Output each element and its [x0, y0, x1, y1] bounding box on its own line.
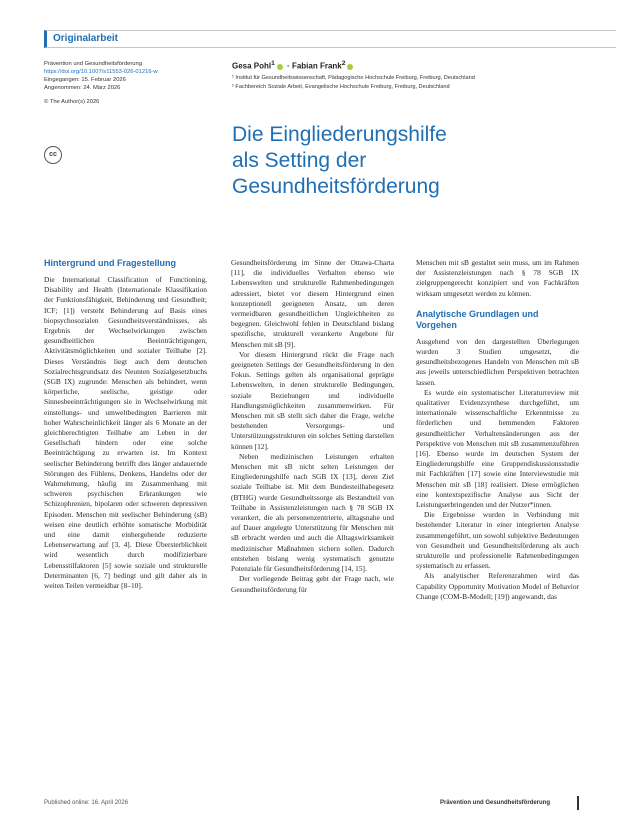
section-heading: Hintergrund und Fragestellung: [44, 258, 176, 268]
footer-journal-name: Prävention und Gesundheitsförderung: [440, 800, 551, 806]
article-title: [232, 122, 612, 200]
section-label-bar: [44, 30, 616, 48]
title-line: als Setting der: [232, 149, 367, 172]
author-name: Gesa Pohl: [232, 61, 272, 71]
text-column-2: [231, 258, 394, 595]
affiliation: ² Fachbereich Soziale Arbeit, Evangelische Hochschule Freiburg, Freiburg, Deutschland: [232, 84, 450, 90]
paragraph: Die Ergebnisse wurden in Verbindung mit bestehender Literatur in einer integrierten Analyse zusammengeführt, um sowohl subjektive Bedeutungen von Gesundheit und Gesundheitsförderung als auch strukturelle und professionelle Rahmenbedingungen systematisch zu erfassen.: [416, 510, 579, 571]
accepted-date: Angenommen: 24. März 2026: [44, 85, 121, 91]
journal-name: Prävention und Gesundheitsförderung: [44, 61, 142, 67]
paragraph: Vor diesem Hintergrund rückt die Frage nach geeigneten Settings der Gesundheitsförderung in den Fokus. Settings gelten als organisational geprägte Lebenswelten, in denen strukturelle Bedingungen, soziale Beziehungen und individuelle Handlungsmöglichkeiten zusammenwirken. Für Menschen mit sB stellt sich daher die Frage, welche bestehenden Versorgungs- und Unterstützungsstrukturen ein solches Setting darstellen können [12].: [231, 349, 394, 451]
title-line: Die Eingliederungshilfe: [232, 123, 447, 146]
page-edge-marker: [577, 796, 579, 810]
published-date: Published online: 16. April 2026: [44, 800, 129, 806]
paragraph: Als analytischer Referenzrahmen wird das Capability Opportunity Motivation Model of Behavior Change (COM-B-Modell; [19]) angewandt, das: [416, 571, 579, 601]
paragraph: Die International Classification of Functioning, Disability and Health (Internationale Klassifikation der Funktionsfähigkeit, Behinderung und Gesundheit; ICF; [1]) versteht Behinderung auf Basis eines biopsychosozialen Gesundheitsverständnisses, als Ergebnis der Wechselwirkungen zwischen gesundheitlichen Beeinträchtigungen, Aktivitätsmöglichkeiten und sozialer Teilhabe [2]. Dieses Verständnis liegt auch dem deutschen Sozialrechtsgrundsatz des Neunten Sozialgesetzbuchs (SGB IX) zugrunde: Menschen als behindert, wenn körperliche, seelische, geistige oder Sinnesbeeinträchtigungen sie in Wechselwirkung mit einstellungs- und umweltbedingten Barrieren mit hoher Wahrscheinlichkeit länger als 6 Monate an der gleichberechtigten Teilhabe am Leben in der Gesellschaft hindern oder eine solche Beeinträchtigung zu erwarten ist. Im Kontext seelischer Behinderung betrifft dies länger andauernde Störungen des Fühlens, Denkens, Handelns oder der Wahrnehmung, häufig im Zusammenhang mit schweren psychischen Erkrankungen wie Schizophrenien, bipolaren oder schweren depressiven Episoden. Menschen mit seelischer Behinderung (sB) weisen eine deutlich erhöhte somatische Morbidität und eine damit einhergehende reduzierte Lebenserwartung auf [3, 4]. Diese Übersterblichkeit wird wesentlich durch modifizierbare Lebensstilfaktoren [5] sowie soziale und strukturelle Determinanten [6, 7] bedingt und gilt daher als in weiten Teilen vermeidbar [8–10].: [44, 275, 207, 591]
author-line: [232, 60, 355, 71]
affiliation: ¹ Institut für Gesundheitswissenschaft, Pädagogische Hochschule Freiburg, Freiburg, Deutschland: [232, 75, 475, 81]
text-column-1: [44, 258, 207, 591]
received-date: Eingegangen: 15. Februar 2026: [44, 77, 126, 83]
doi-link[interactable]: https://doi.org/10.1007/s11553-026-01216-w: [44, 69, 158, 75]
section-label: Originalarbeit: [53, 33, 119, 44]
title-line: Gesundheitsförderung: [232, 175, 440, 198]
author-name: Fabian Frank: [291, 61, 342, 71]
article-metadata: [44, 60, 216, 106]
author-separator: ·: [284, 61, 292, 71]
orcid-icon[interactable]: [347, 64, 353, 70]
paragraph: Der vorliegende Beitrag geht der Frage nach, wie Gesundheitsförderung für: [231, 574, 394, 594]
paragraph: Neben medizinischen Leistungen erhalten Menschen mit sB nicht selten Leistungen der Eingliederungshilfe nach SGB IX [13], deren Ziel soziale Teilhabe ist. Mit dem Bundesteilhabegesetz (BTHG) wurde Gesundheitssorge als Bestandteil von Teilhabe in Assistenzleistungen nach § 78 SGB IX verankert, die als personenzentrierte, alltagsnahe und auf Dauer angelegte Unterstützung für Menschen mit sB erbracht werden und auch die Alltagswirksamkeit medizinischer Maßnahmen sichern sollen. Dadurch entstehen bislang wenig systematisch genutzte Potenziale für Gesundheitsförderung [14, 15].: [231, 451, 394, 574]
author-affiliation-index: 2: [341, 60, 346, 67]
creative-commons-icon[interactable]: cc: [44, 146, 62, 164]
text-column-3: [416, 258, 579, 602]
paragraph: Gesundheitsförderung im Sinne der Ottawa-Charta [11], die individuelles Verhalten ebenso wie Lebenswelten und strukturelle Rahmenbedingungen adressiert, bietet vor diesem Hintergrund einen konzeptionell geeigneten Ansatz, um deren vermeidbaren gesundheitlichen Ungleichheiten zu begegnen. Gleichwohl fehlen in Deutschland bislang spezifische, strukturell verankerte Angebote für Menschen mit sB [9].: [231, 258, 394, 349]
paragraph: Ausgehend von den dargestellten Überlegungen wurden 3 Studien umgesetzt, die gesundheitsbezogenes Handeln von Menschen mit sB aus jeweils unterschiedlichen Perspektiven betrachten lassen.: [416, 336, 579, 387]
orcid-icon[interactable]: [277, 64, 283, 70]
paragraph: Es wurde ein systematischer Literaturreview mit qualitativer Evidenzsynthese durchgeführt, um internationale wissenschaftliche Erkenntnisse zu förderlichen und hemmenden Faktoren gesundheitlicher Verhaltensänderungen aus der Perspektive von Menschen mit sB zusammenzuführen [16]. Ebenso wurde im deutschen System der Eingliederungshilfe eine Gruppendiskussionsstudie mit Fachkräften [17] sowie eine Interviewstudie mit Menschen mit sB [18] realisiert. Diese ermöglichen eine kontextspezifische Analyse aus Sicht der Leistungserbringenden und der Nutzer*innen.: [416, 387, 579, 510]
author-affiliation-index: 1: [271, 60, 275, 67]
section-heading: Analytische Grundlagen und Vorgehen: [416, 308, 539, 330]
paragraph: Menschen mit sB gestaltet sein muss, um im Rahmen der Assistenzleistungen nach § 78 SGB IX zielgruppengerecht konzipiert und von Fachkräften wirksam umgesetzt werden zu können.: [416, 258, 579, 298]
copyright: © The Author(s) 2026: [44, 99, 100, 105]
